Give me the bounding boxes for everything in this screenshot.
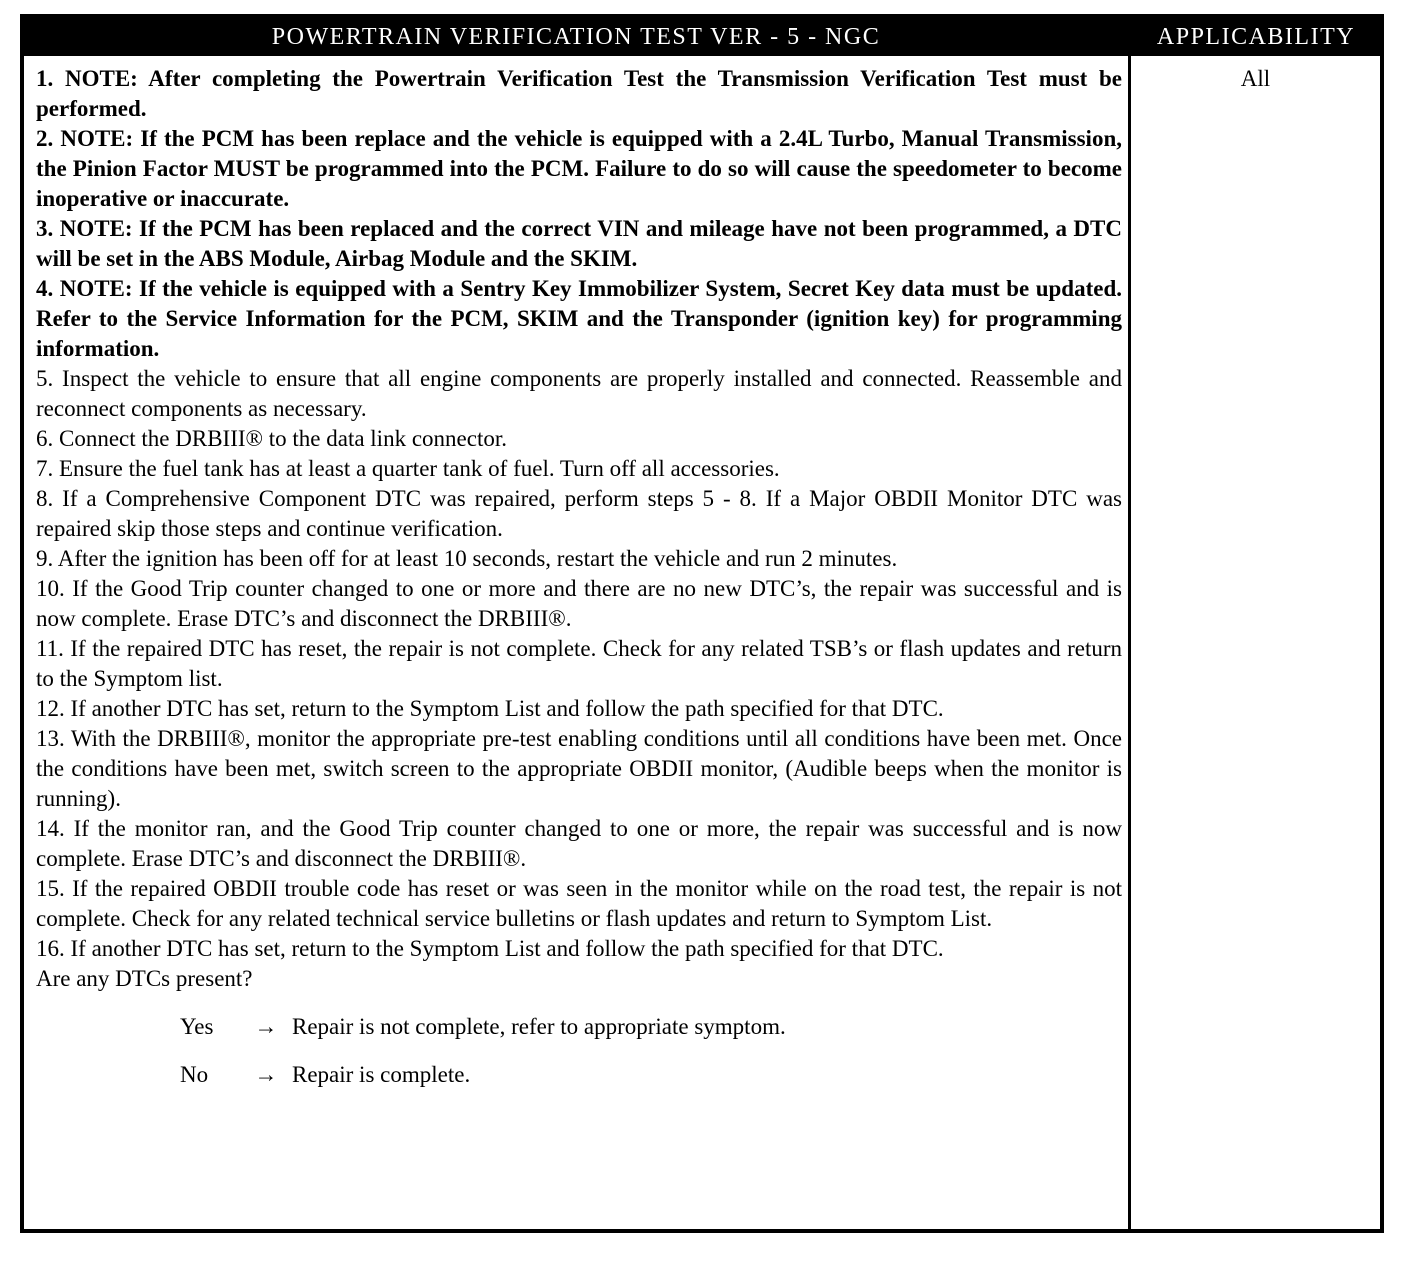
answer-label: Yes (180, 1014, 214, 1039)
test-step: 16. If another DTC has set, return to the Symptom List and follow the path specified for that DTC. (36, 936, 944, 961)
test-step: 2. NOTE: If the PCM has been replace and the vehicle is equipped with a 2.4L Turbo, Manual Transmission, the Pinion Factor MUST be programmed into the PCM. Failure to do so will cause the speedometer to become inoperative or inaccurate. (36, 126, 1122, 211)
test-step: 13. With the DRBIII®, monitor the appropriate pre-test enabling conditions until all conditions have been met. Once the conditions have been met, switch screen to the appropriate OBDII monitor, (Audible beeps when the monitor is running). (36, 726, 1122, 811)
table-header (24, 18, 1380, 56)
test-steps-list (36, 64, 1122, 964)
arrow-right-icon: → (254, 1062, 278, 1087)
answer-label: No (180, 1062, 209, 1087)
test-step: 4. NOTE: If the vehicle is equipped with a Sentry Key Immobilizer System, Secret Key data must be updated. Refer to the Service Information for the PCM, SKIM and the Transponder (ignition key) for programming information. (36, 276, 1122, 361)
answer-no (36, 1060, 1122, 1108)
arrow-right-icon: → (254, 1014, 278, 1039)
applicability-header: APPLICABILITY (1156, 24, 1356, 50)
applicability-value: All (1240, 66, 1271, 91)
answer-text: Repair is not complete, refer to appropriate symptom. (292, 1014, 786, 1039)
test-step: 9. After the ignition has been off for at least 10 seconds, restart the vehicle and run 2 minutes. (36, 546, 898, 571)
test-steps-cell (36, 64, 1122, 1108)
test-step: 6. Connect the DRBIII® to the data link connector. (36, 426, 507, 451)
test-step: 12. If another DTC has set, return to the Symptom List and follow the path specified for that DTC. (36, 696, 944, 721)
test-step: 10. If the Good Trip counter changed to one or more and there are no new DTC’s, the repair was successful and is now complete. Erase DTC’s and disconnect the DRBIII®. (36, 576, 1122, 631)
test-step: 7. Ensure the fuel tank has at least a quarter tank of fuel. Turn off all accessories. (36, 456, 780, 481)
answer-text: Repair is complete. (292, 1062, 471, 1087)
verification-table (20, 14, 1384, 1233)
test-step: 14. If the monitor ran, and the Good Trip counter changed to one or more, the repair was successful and is now complete. Erase DTC’s and disconnect the DRBIII®. (36, 816, 1122, 871)
test-step: 3. NOTE: If the PCM has been replaced and the correct VIN and mileage have not been programmed, a DTC will be set in the ABS Module, Airbag Module and the SKIM. (36, 216, 1122, 271)
answer-yes (36, 1012, 1122, 1060)
table-title: POWERTRAIN VERIFICATION TEST VER - 5 - NGC (271, 24, 881, 50)
test-step: 5. Inspect the vehicle to ensure that all engine components are properly installed and connected. Reassemble and reconnect components as necessary. (36, 366, 1122, 421)
test-step: 15. If the repaired OBDII trouble code has reset or was seen in the monitor while on the road test, the repair is not complete. Check for any related technical service bulletins or flash updates and return to Symptom List. (36, 876, 1122, 931)
test-step: 11. If the repaired DTC has reset, the repair is not complete. Check for any related TSB’s or flash updates and return to the Symptom list. (36, 636, 1122, 691)
test-step: 8. If a Comprehensive Component DTC was repaired, perform steps 5 - 8. If a Major OBDII Monitor DTC was repaired skip those steps and continue verification. (36, 486, 1122, 541)
dtc-question: Are any DTCs present? (36, 966, 253, 991)
test-step: 1. NOTE: After completing the Powertrain Verification Test the Transmission Verification Test must be performed. (36, 66, 1122, 121)
answer-options (36, 1012, 1122, 1108)
column-divider (1128, 56, 1131, 1229)
